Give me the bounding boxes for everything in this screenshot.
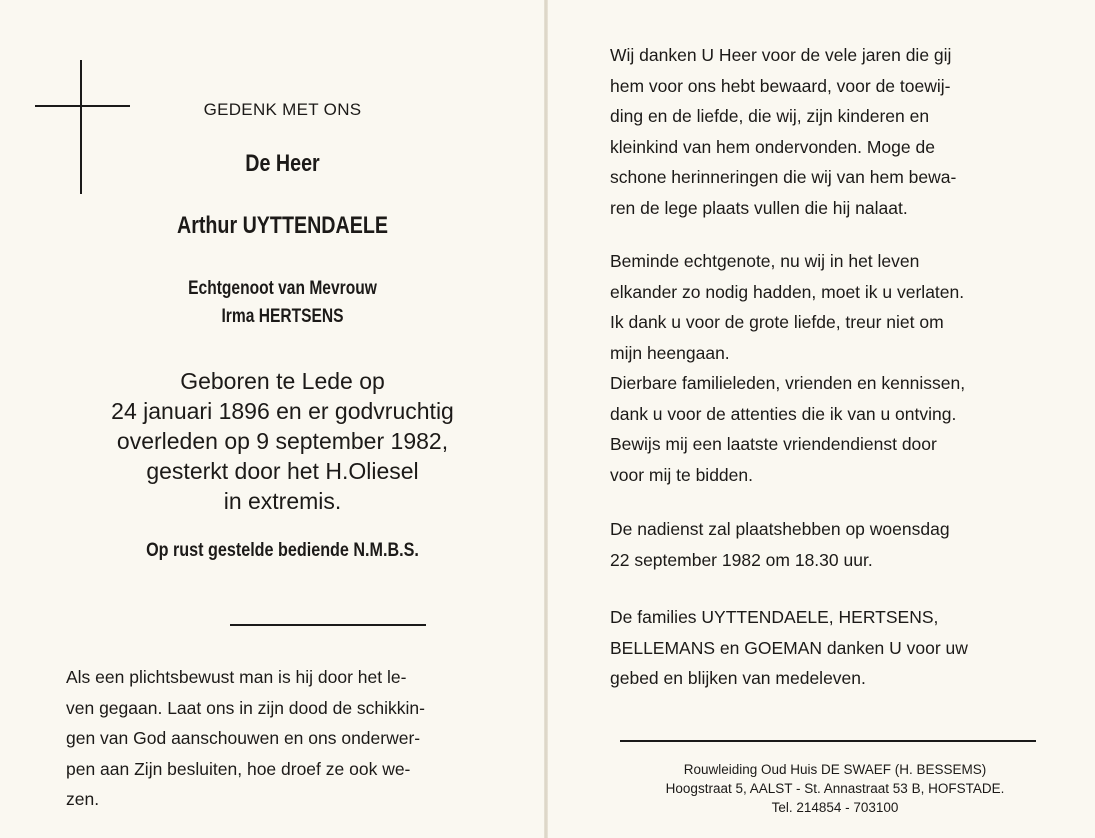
text-line: zen. — [66, 789, 100, 809]
birth-line: 24 januari 1896 en er godvruchtig — [111, 398, 454, 424]
text-line: ding en de liefde, die wij, zijn kinderen en — [610, 106, 930, 126]
text-line: De families UYTTENDAELE, HERTSENS, — [610, 607, 939, 627]
text-line: schone herinneringen die wij van hem bewa- — [610, 167, 957, 187]
spouse-line-1: Echtgenoot van Mevrouw — [188, 278, 377, 299]
text-line: Wij danken U Heer voor de vele jaren die gij — [610, 45, 952, 65]
text-line: Dierbare familieleden, vrienden en kennissen, — [610, 373, 966, 393]
deceased-title: De Heer — [245, 150, 320, 177]
intro-text: GEDENK MET ONS — [203, 100, 362, 119]
text-line: BELLEMANS en GOEMAN danken U voor uw — [610, 637, 968, 658]
birth-line: Geboren te Lede op — [180, 368, 385, 394]
text-line: pen aan Zijn besluiten, hoe droef ze ook we- — [66, 758, 411, 779]
text-line: mijn heengaan. — [610, 342, 730, 363]
text-line: ren de lege plaats vullen die hij nalaat. — [610, 197, 908, 218]
text-line: kleinkind van hem ondervonden. Moge de — [610, 136, 935, 157]
funeral-home-address: Hoogstraat 5, AALST - St. Annastraat 53 B, HOFSTADE. — [665, 781, 1005, 796]
spouse-line-2: Irma HERTSENS — [221, 306, 344, 327]
prayer-paragraph — [610, 40, 1046, 223]
text-line: Ik dank u voor de grote liefde, treur niet om — [610, 312, 944, 332]
text-line: dank u voor de attenties die ik van u ontving. — [610, 403, 957, 424]
service-paragraph — [610, 514, 1046, 575]
birth-line: gesterkt door het H.Oliesel — [146, 458, 419, 484]
text-line: gen van God aanschouwen en ons onderwer- — [66, 728, 421, 748]
text-line: 22 september 1982 om 18.30 uur. — [610, 549, 873, 570]
divider-right — [620, 740, 1036, 742]
reflection-paragraph — [66, 662, 498, 815]
birth-death-text — [20, 366, 545, 516]
families-paragraph — [610, 602, 1046, 694]
text-line: Als een plichtsbewust man is hij door het le- — [66, 667, 407, 687]
deceased-name: Arthur UYTTENDAELE — [176, 212, 389, 239]
text-line: De nadienst zal plaatshebben op woensdag — [610, 519, 950, 539]
text-line: voor mij te bidden. — [610, 464, 753, 485]
birth-line: overleden op 9 september 1982, — [116, 428, 449, 454]
farewell-paragraph — [610, 246, 1046, 490]
text-line: elkander zo nodig hadden, moet ik u verlaten. — [610, 281, 965, 302]
funeral-home-phone: Tel. 214854 - 703100 — [771, 800, 899, 815]
funeral-home-name: Rouwleiding Oud Huis DE SWAEF (H. BESSEMS) — [683, 762, 987, 777]
divider-left — [230, 624, 426, 626]
text-line: ven gegaan. Laat ons in zijn dood de schikkin- — [66, 697, 425, 718]
birth-line: in extremis. — [223, 488, 342, 514]
occupation: Op rust gestelde bediende N.M.B.S. — [146, 540, 419, 561]
text-line: gebed en blijken van medeleven. — [610, 668, 866, 688]
text-line: Bewijs mij een laatste vriendendienst door — [610, 434, 937, 454]
text-line: hem voor ons hebt bewaard, voor de toewij- — [610, 75, 951, 96]
text-line: Beminde echtgenote, nu wij in het leven — [610, 251, 920, 271]
